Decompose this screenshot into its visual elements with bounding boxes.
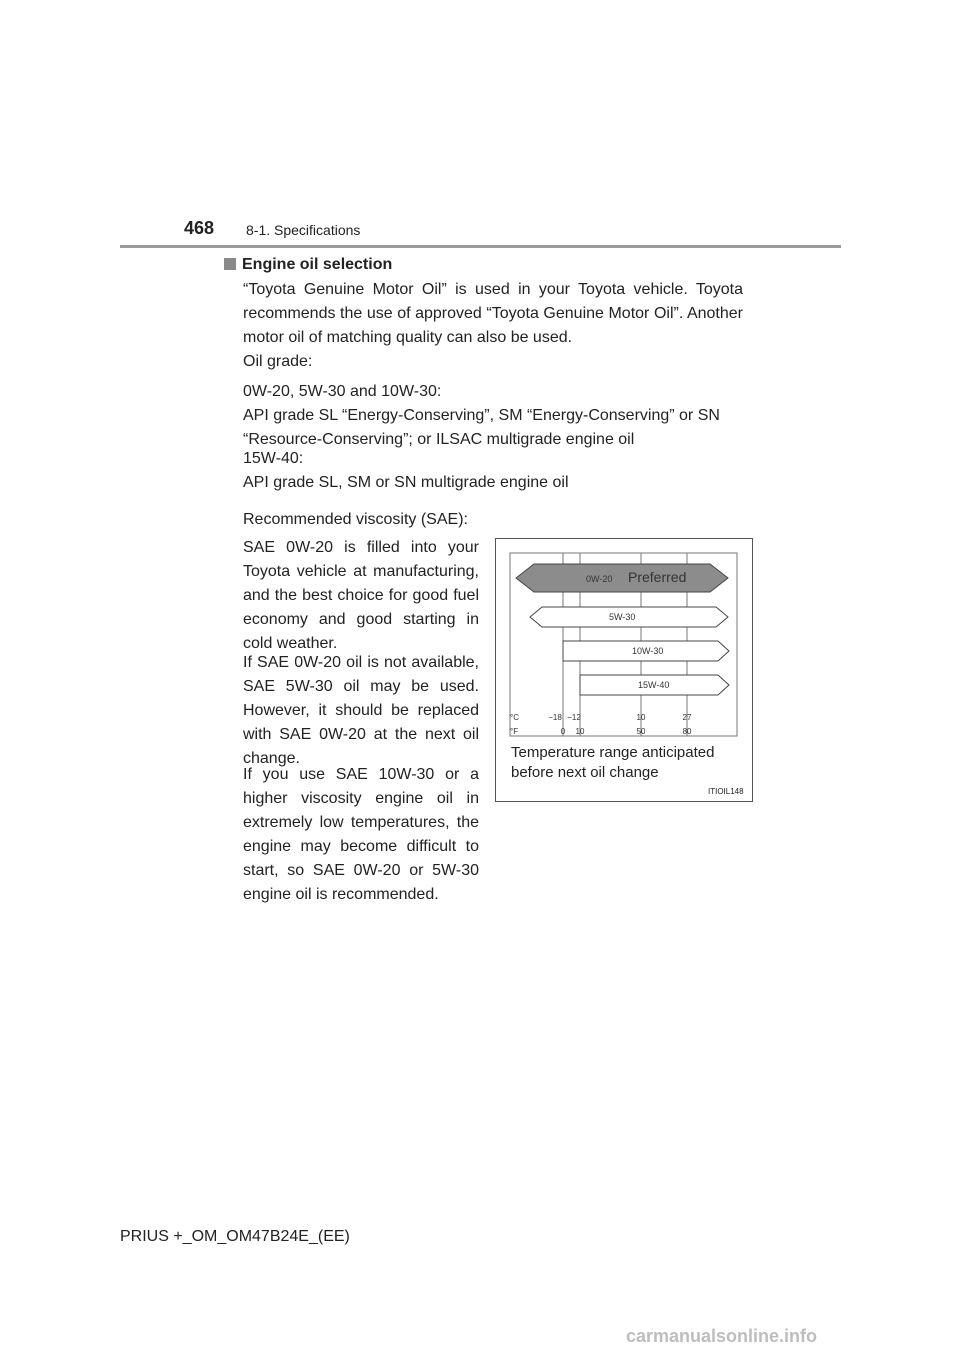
header-divider [120,245,841,248]
fahrenheit-tick: 80 [682,727,692,736]
fahrenheit-tick: 50 [636,727,646,736]
section-heading [224,256,392,274]
celsius-tick: −18 [548,713,562,722]
viscosity-label: Recommended viscosity (SAE): [243,511,468,528]
fahrenheit-tick: 0 [560,727,566,736]
grade-1-title: 0W-20, 5W-30 and 10W-30: [243,383,442,400]
label-10w-30: 10W-30 [632,646,664,656]
paragraph-3: If you use SAE 10W-30 or a higher viscosity engine oil in extremely low temperatures, the engine may become difficult to start, so SAE 0W-20 or 5W-30 engine oil is recommended. [243,766,479,903]
paragraph-2: If SAE 0W-20 oil is not available, SAE 5W-30 oil may be used. However, it should be replaced with SAE 0W-20 at the next oil change. [243,654,479,767]
fahrenheit-tick: 10 [575,727,585,736]
bar-0w-20 [516,564,728,592]
celsius-tick: −12 [567,713,581,722]
watermark: carmanualsonline.info [626,1326,818,1346]
celsius-tick: 10 [636,713,646,722]
grade-1-text: API grade SL “Energy-Conserving”, SM “Energy-Conserving” or SN “Resource-Conserving”; or ILSAC multigrade engine oil [243,407,720,448]
celsius-tick: 27 [682,713,692,722]
square-bullet-icon [224,258,236,270]
label-0w-20: 0W-20 [586,574,613,584]
fahrenheit-unit: °F [510,727,519,736]
paragraph-1: SAE 0W-20 is filled into your Toyota vehicle at manufacturing, and the best choice for good fuel economy and good starting in cold weather. [243,539,479,652]
grade-block-1 [243,380,748,452]
label-5w-30: 5W-30 [609,612,636,622]
label-15w-40: 15W-40 [638,680,670,690]
section-title: 8-1. Specifications [246,222,361,238]
grade-2-title: 15W-40: [243,450,304,467]
page-number: 468 [184,218,215,238]
oil-grade-label: Oil grade: [243,353,313,370]
celsius-unit: °C [510,713,519,722]
section-heading-text: Engine oil selection [242,256,393,273]
grade-2-text: API grade SL, SM or SN multigrade engine oil [243,474,569,491]
figure-code: ITIOIL148 [708,787,744,796]
chart-caption: Temperature range anticipated before next oil change [511,744,715,781]
label-preferred: Preferred [628,569,687,585]
grade-block-2 [243,447,748,495]
document-footer: PRIUS +_OM_OM47B24E_(EE) [120,1228,350,1245]
intro-paragraph: “Toyota Genuine Motor Oil” is used in your Toyota vehicle. Toyota recommends the use of approved “Toyota Genuine Motor Oil”. Another motor oil of matching quality can also be used. [243,281,743,346]
